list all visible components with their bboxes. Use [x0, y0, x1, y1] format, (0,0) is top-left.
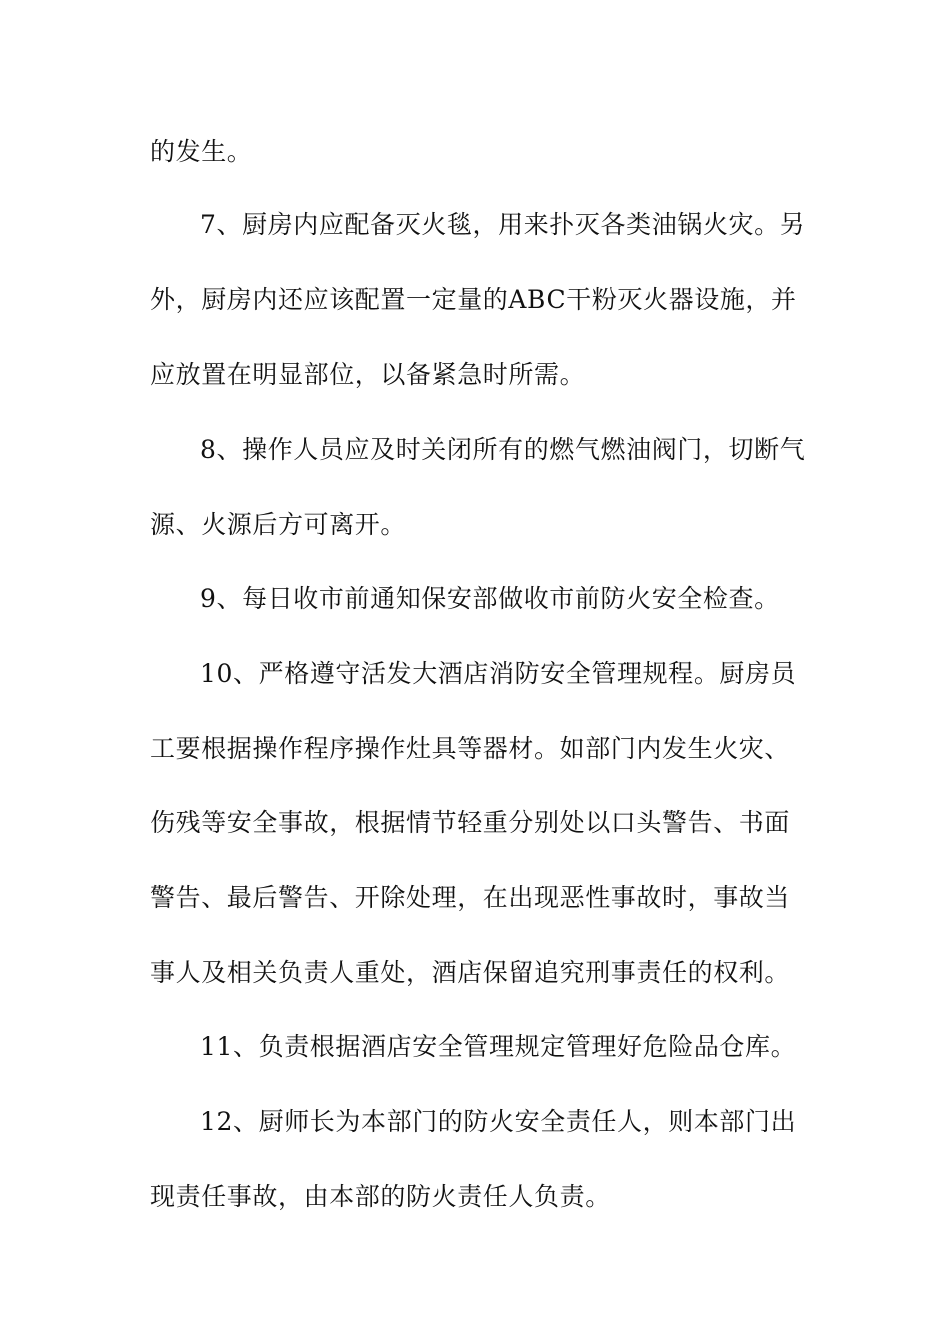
paragraph-7-line-3: 应放置在明显部位，以备紧急时所需。	[150, 360, 586, 389]
paragraph-7-line-2: 外，厨房内还应该配置一定量的ABC干粉灭火器设施，并	[150, 285, 797, 314]
paragraph-9-line-1: 9、每日收市前通知保安部做收市前防火安全检查。	[200, 584, 780, 613]
paragraph-7-line-1: 7、厨房内应配备灭火毯，用来扑灭各类油锅火灾。另	[200, 210, 806, 239]
paragraph-10-line-4: 警告、最后警告、开除处理，在出现恶性事故时，事故当	[150, 883, 791, 912]
paragraph-10-line-2: 工要根据操作程序操作灶具等器材。如部门内发生火灾、	[150, 734, 791, 763]
paragraph-8-line-1: 8、操作人员应及时关闭所有的燃气燃油阀门，切断气	[200, 435, 806, 464]
paragraph-12-line-2: 现责任事故，由本部的防火责任人负责。	[150, 1182, 611, 1211]
paragraph-10-line-3: 伤残等安全事故，根据情节轻重分别处以口头警告、书面	[150, 808, 791, 837]
paragraph-10-line-5: 事人及相关负责人重处，酒店保留追究刑事责任的权利。	[150, 958, 791, 987]
paragraph-8-line-2: 源、火源后方可离开。	[150, 510, 407, 539]
paragraph-11-line-1: 11、负责根据酒店安全管理规定管理好危险品仓库。	[200, 1032, 797, 1061]
paragraph-6-line-end: 的发生。	[150, 137, 253, 166]
paragraph-12-line-1: 12、厨师长为本部门的防火安全责任人，则本部门出	[200, 1107, 797, 1136]
paragraph-10-line-1: 10、严格遵守活发大酒店消防安全管理规程。厨房员	[200, 659, 797, 688]
